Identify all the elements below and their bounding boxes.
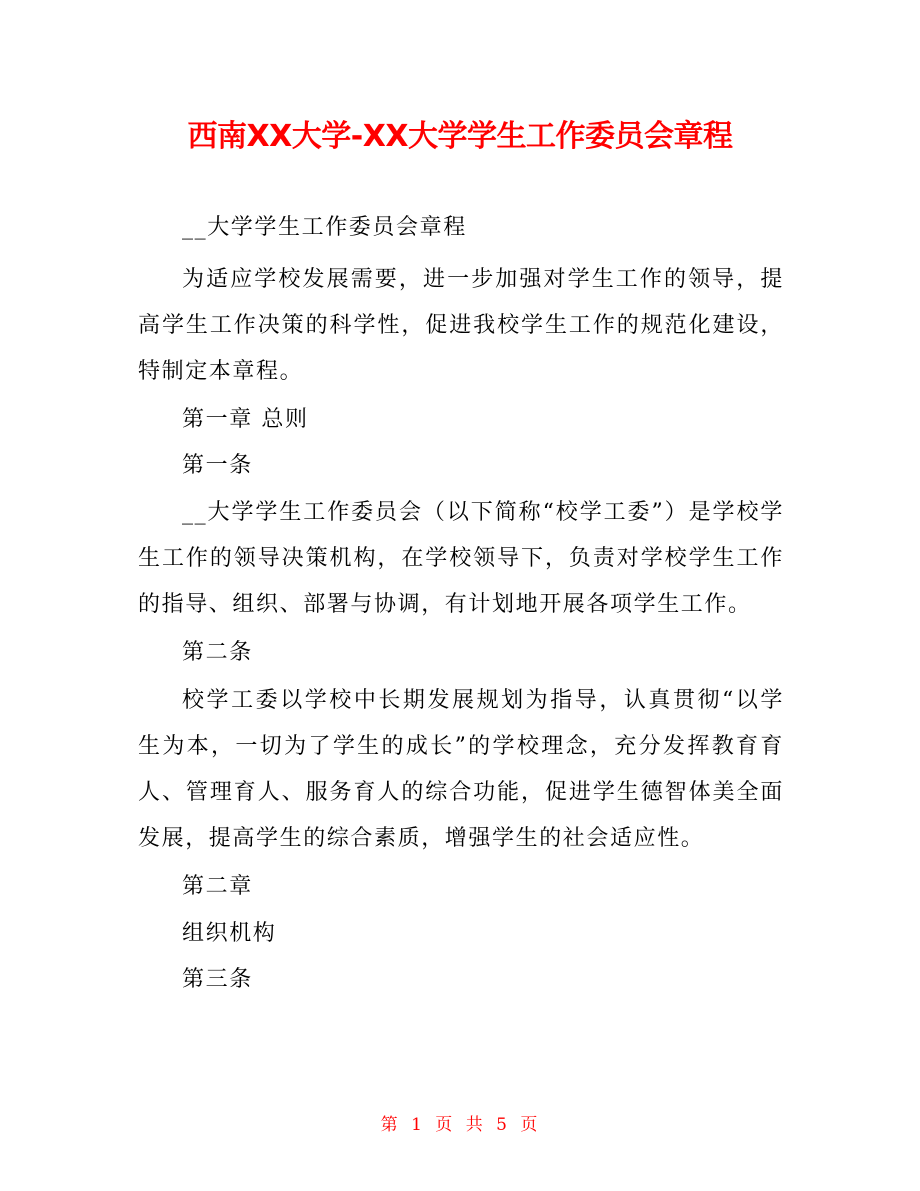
paragraph-article-3: 第三条 (182, 967, 253, 992)
paragraph-article-1: 第一条 (182, 453, 253, 478)
paragraph-article-2-body: 校学工委以学校中长期发展规划为指导，认真贯彻“以学生为本，一切为了学生的成长”的学校理念，充分发挥教育育人、管理育人、服务育人的综合功能，促进学生德智体美全面发展，提高学生的综合素质，增强学生的社会适应性。 (138, 688, 784, 851)
page-footer: 第 1 页 共 5 页 (380, 1115, 540, 1135)
paragraph-organization: 组织机构 (182, 921, 277, 946)
document-title: 西南XX大学-XX大学学生工作委员会章程 (187, 119, 733, 154)
paragraph-chapter-2: 第二章 (182, 874, 253, 899)
paragraph-article-1-body: __大学学生工作委员会（以下简称“校学工委”）是学校学生工作的领导决策机构，在学校领导下，负责对学校学生工作的指导、组织、部署与协调，有计划地开展各项学生工作。 (138, 500, 784, 617)
paragraph-chapter-1: 第一章 总则 (182, 407, 309, 432)
paragraph-preamble: 为适应学校发展需要，进一步加强对学生工作的领导，提高学生工作决策的科学性，促进我校学生工作的规范化建设，特制定本章程。 (138, 267, 784, 384)
paragraph-heading-charter: __大学学生工作委员会章程 (182, 215, 467, 240)
paragraph-article-2: 第二条 (182, 640, 253, 665)
